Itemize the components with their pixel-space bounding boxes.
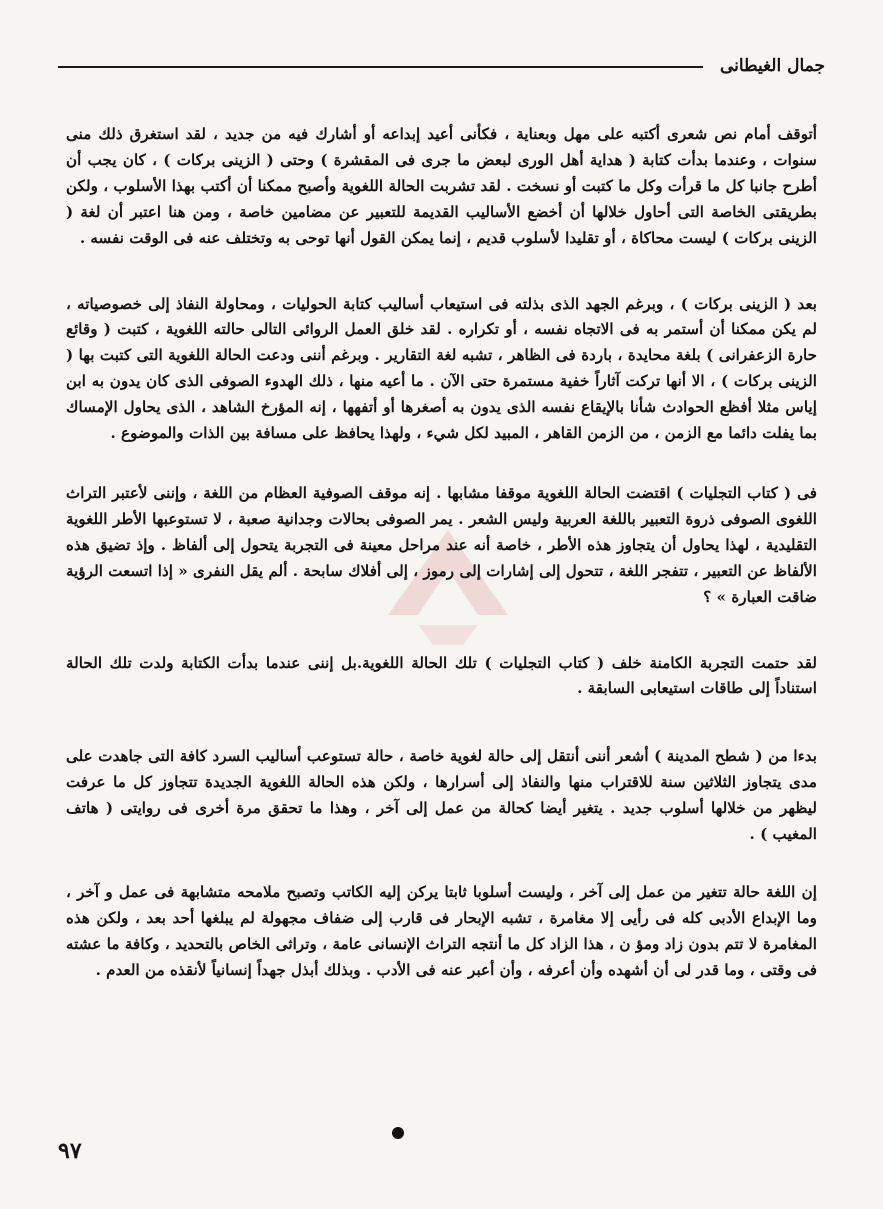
- paragraph: بدءا من ( شطح المدينة ) أشعر أننى أنتقل إلى حالة لغوية خاصة ، حالة تستوعب أساليب السرد كافة التى جاهدت على مدى يتجاوز الثلاثين سنة للاقتراب منها والنفاذ إلى أسرارها ، ولكن هذه الحالة اللغوية الجديدة تتجاوز كل ما عرفت ليظهر من خلالها أسلوب جديد . يتغير أيضا كحالة من عمل إلى آخر ، وهذا ما تحقق مرة أخرى فى روايتى ( هاتف المغيب ) .: [66, 747, 817, 844]
- running-header: [58, 52, 825, 82]
- section-end-bullet: [392, 1127, 404, 1139]
- paragraph: لقد حتمت التجربة الكامنة خلف ( كتاب التجليات ) تلك الحالة اللغوية.بل إننى عندما بدأت الكتابة ولدت تلك الحالة استناداً إلى طاقات استيعابى السابقة .: [66, 653, 817, 698]
- author-name: جمال الغيطانى: [719, 56, 825, 76]
- page-number: ٩٧: [58, 1138, 82, 1164]
- paragraph: فى ( كتاب التجليات ) اقتضت الحالة اللغوية موقفا مشابها . إنه موقف الصوفية العظام من اللغة ، وإننى لأعتبر التراث اللغوى الصوفى ذروة التعبير باللغة العربية وليس الشعر . يمر الصوفى بحالات وجدانية صعبة ، لا تستوعبها الأطر اللغوية التقليدية ، لهذا يحاول أن يتجاوز هذه الأطر ، خاصة أنه عند مراحل معينة فى التجربة يتحول إلى ألفاظ . وإذ تضيق هذه الألفاظ عن التعبير ، تتفجر اللغة ، تتحول إلى إشارات إلى رموز ، إلى أفلاك سابحة . ألم يقل النفرى « إذا اتسعت الرؤية ضاقت العبارة » ؟: [66, 483, 817, 606]
- paragraph: إن اللغة حالة تتغير من عمل إلى آخر ، وليست أسلوبا ثابتا يركن إليه الكاتب وتصبح ملامحه متشابهة فى عمل و آخر ، وما الإبداع الأدبى كله فى رأيى إلا مغامرة ، تشبه الإبحار فى قارب إلى ضفاف مجهولة لم يبلغها أحد بعد ، ولكن هذه المغامرة لا تتم بدون زاد ومؤ ن ، هذا الزاد كل ما أنتجه التراث الإنسانى عامة ، وتراثى الخاص بالتحديد ، وكافة ما عشته فى وقتى ، وما قدر لى أن أشهده وأن أعرفه ، وأن أعبر عنه فى الأدب . وبذلك أبذل جهداً إنسانياً لأنقذه من العدم .: [66, 882, 817, 979]
- paragraph: بعد ( الزينى بركات ) ، وبرغم الجهد الذى بذلته فى استيعاب أساليب كتابة الحوليات ، ومحاولة النفاذ إلى خصوصياته ، لم يكن ممكنا أن أستمر به فى الاتجاه نفسه ، أو تكراره . لقد خلق العمل الروائى التالى حالته اللغوية ، كتبت ( وقائع حارة الزعفرانى ) بلغة محايدة ، باردة فى الظاهر ، تشبه لغة التقارير . وبرغم أننى ودعت الحالة اللغوية التى كتبت بها ( الزينى بركات ) ، الا أنها تركت آثاراً خفية مستمرة حتى الآن . ما أعيه منها ، ذلك الهدوء الصوفى الذى كان يدون به ابن إياس مثلا أفظع الحوادث شأنا بالإيقاع نفسه الذى يدون به أصغرها أو أتفهها ، إنه المؤرخ الشاهد ، الذى يحاول الإمساك بما يفلت دائما مع الزمن ، من الزمن القاهر ، المبيد لكل شيء ، ولهذا يحافظ على مسافة بين الذات والموضوع .: [66, 294, 817, 443]
- header-rule: [58, 66, 703, 68]
- body-text: [66, 122, 817, 984]
- paragraph: أتوقف أمام نص شعرى أكتبه على مهل وبعناية ، فكأنى أعيد إبداعه أو أشارك فيه من جديد ، لقد استغرق ذلك منى سنوات ، وعندما بدأت كتابة ( هداية أهل الورى لبعض ما جرى فى المقشرة ) وحتى ( الزينى بركات ) ، كان يجب أن أطرح جانبا كل ما قرأت وكل ما كتبت أو نسخت . لقد تشربت الحالة اللغوية وأصبح ممكنا أن أكتب بهذا الأسلوب ، ولكن بطريقتى الخاصة التى أحاول خلالها أن أخضع الأساليب القديمة للتعبير عن مضامين خاصة ، ومن هنا اعتبر أن لغة ( الزينى بركات ) ليست محاكاة ، أو تقليدا لأسلوب قديم ، إنما يمكن القول أنها توحى به وتختلف عنه فى الوقت نفسه .: [66, 125, 817, 247]
